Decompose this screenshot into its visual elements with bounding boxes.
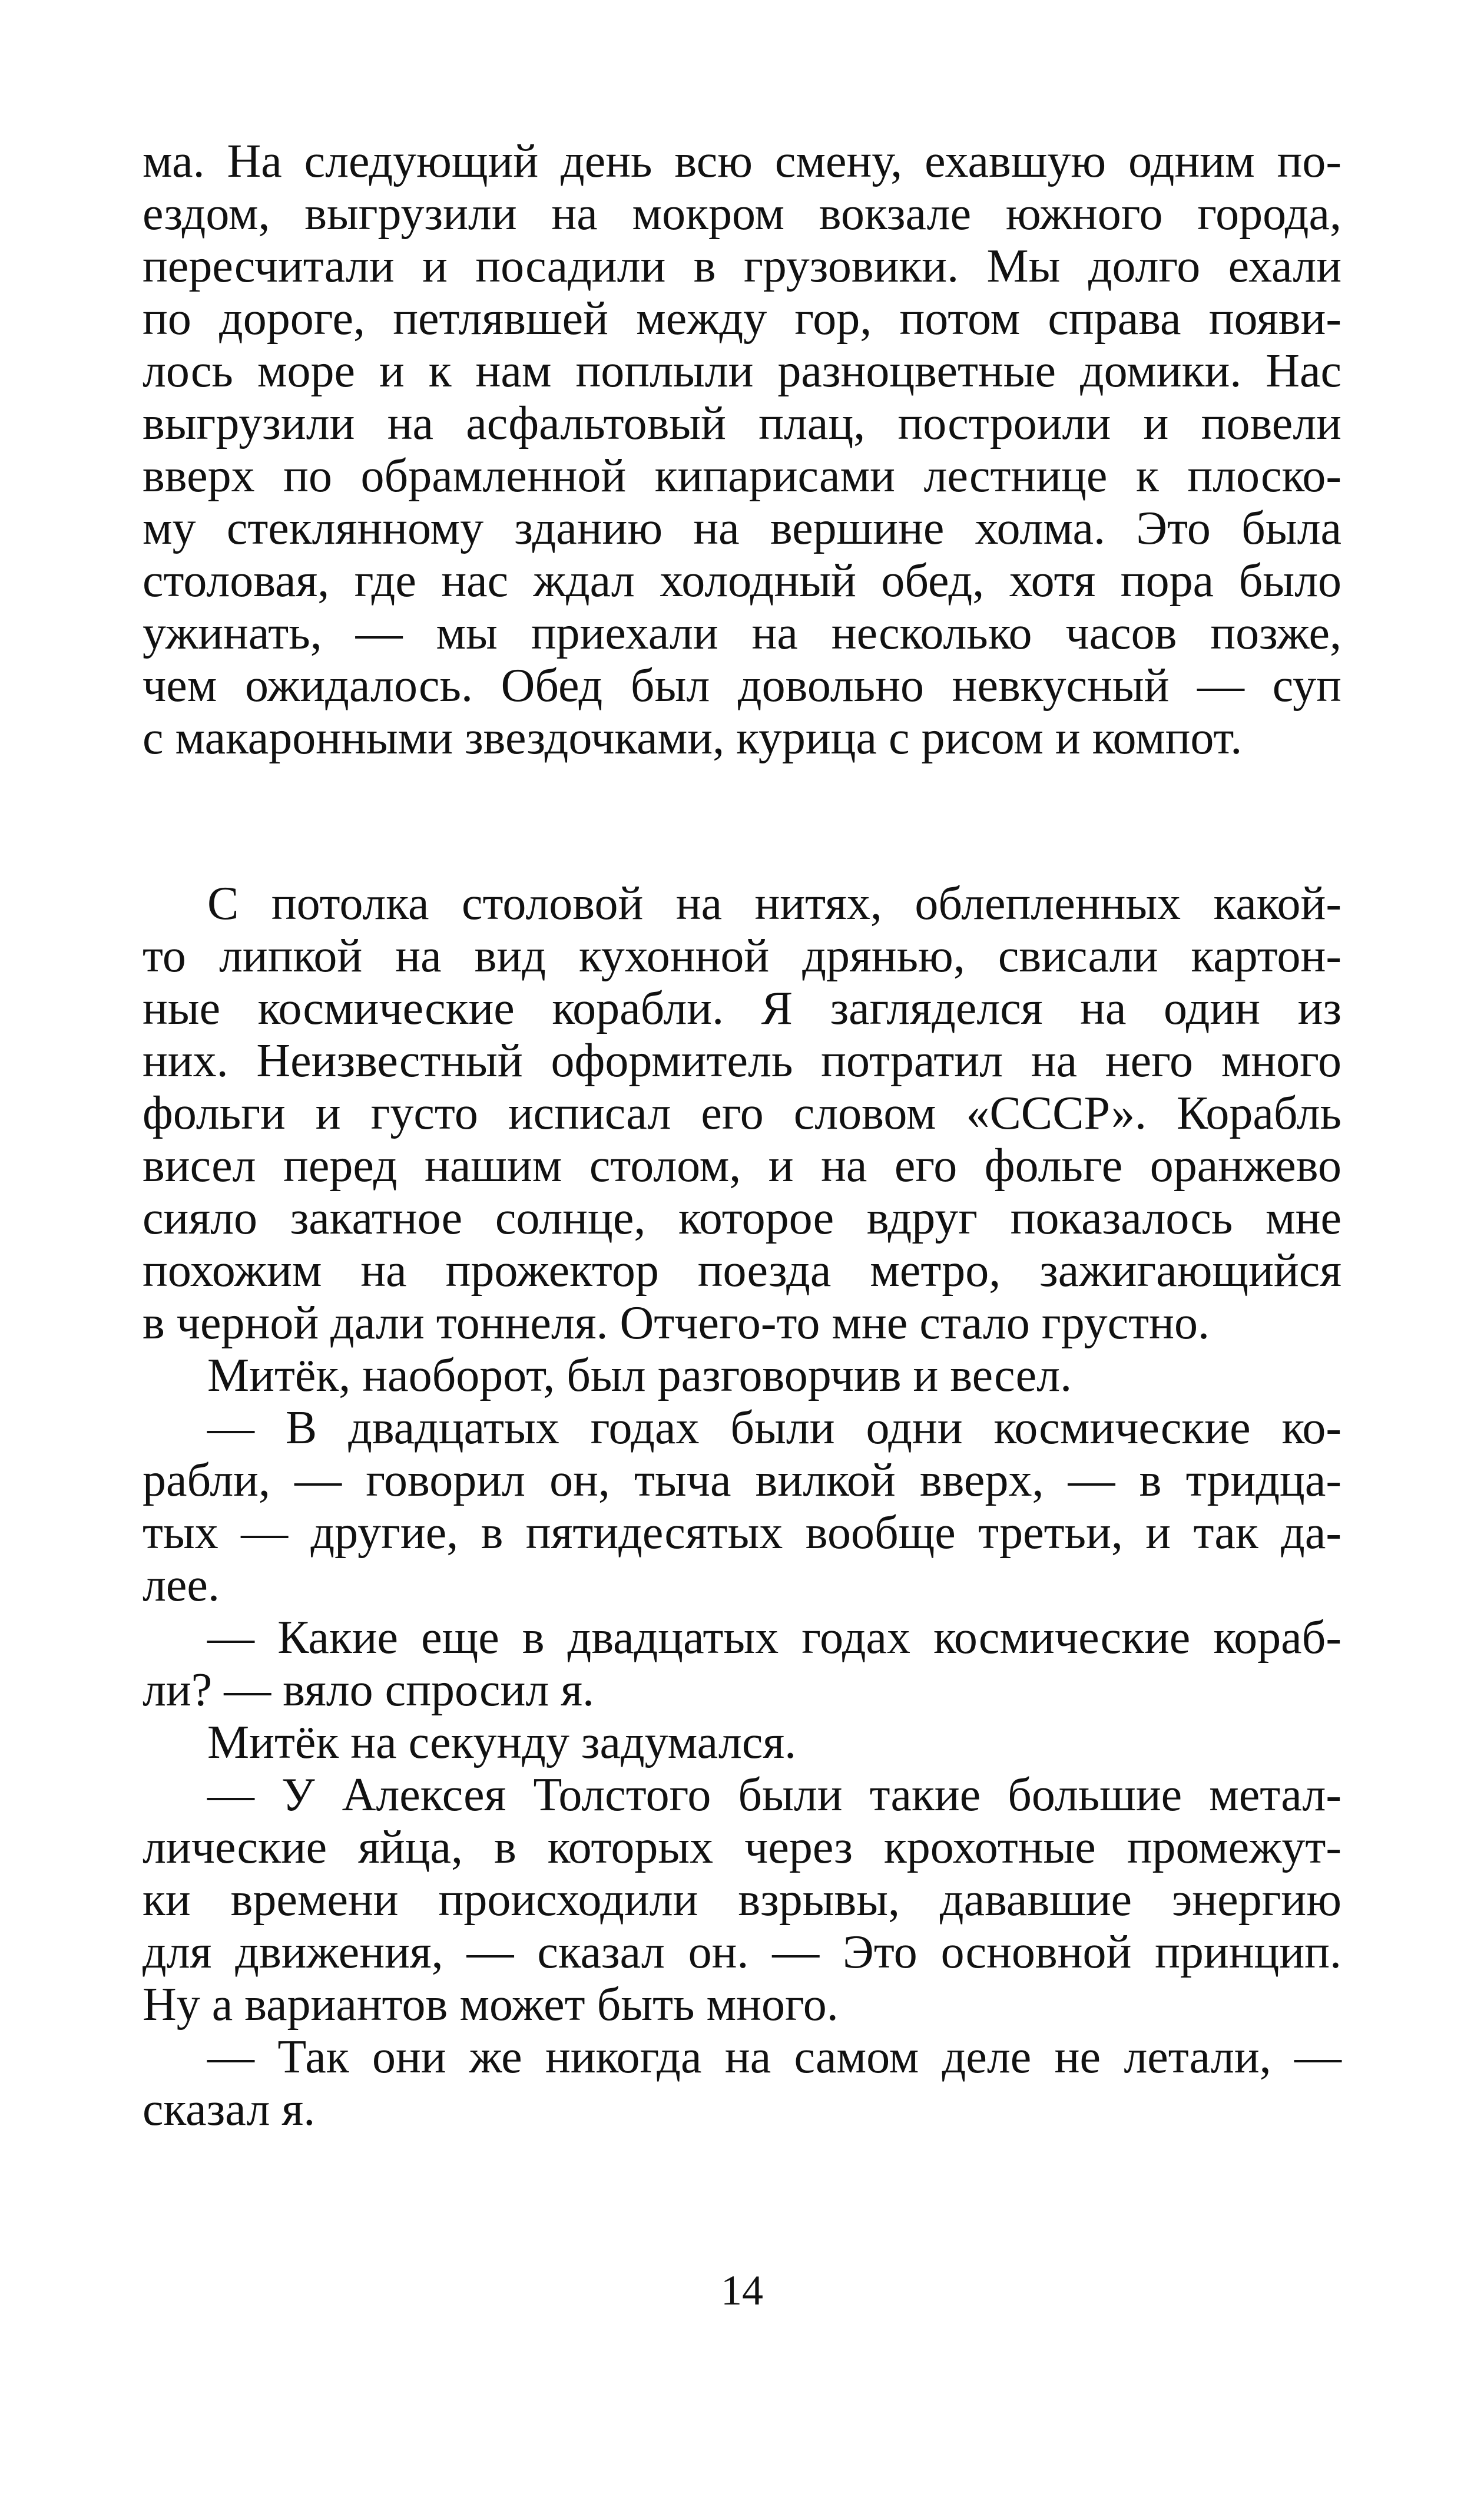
text-line: — У Алексея Толстого были такие большие метал- xyxy=(207,1769,1341,1821)
text-line: Митёк на секунду задумался. xyxy=(207,1717,797,1768)
text-line: — В двадцатых годах были одни космические ко- xyxy=(207,1402,1341,1454)
text-line: то липкой на вид кухонной дрянью, свисали картон- xyxy=(143,930,1341,982)
text-line: пересчитали и посадили в грузовики. Мы долго ехали xyxy=(143,240,1341,292)
text-line: — Так они же никогда на самом деле не летали, — xyxy=(207,2031,1341,2083)
section-continuation xyxy=(143,878,1341,2136)
text-line: сияло закатное солнце, которое вдруг показалось мне xyxy=(143,1192,1341,1244)
text-line: висел перед нашим столом, и на его фольге оранжево xyxy=(143,1140,1341,1192)
text-line: выгрузили на асфальтовый плац, построили и повели xyxy=(143,398,1341,449)
text-line: похожим на прожектор поезда метро, зажигающийся xyxy=(143,1245,1341,1297)
text-line: Ну а вариантов может быть много. xyxy=(143,1979,839,2031)
text-line: лось море и к нам поплыли разноцветные домики. Нас xyxy=(143,345,1341,397)
text-line: в черной дали тоннеля. Отчего-то мне стало грустно. xyxy=(143,1297,1210,1349)
text-line: рабли, — говорил он, тыча вилкой вверх, — в тридца- xyxy=(143,1454,1341,1506)
text-line: для движения, — сказал он. — Это основной принцип. xyxy=(143,1926,1341,1978)
text-line: тых — другие, в пятидесятых вообще третьи, и так да- xyxy=(143,1507,1341,1559)
text-line: ужинать, — мы приехали на несколько часов позже, xyxy=(143,607,1341,659)
paragraph-5 xyxy=(143,1612,1341,1717)
text-line: по дороге, петлявшей между гор, потом справа появи- xyxy=(143,293,1341,345)
text-line: му стеклянному зданию на вершине холма. Это была xyxy=(143,502,1341,554)
text-line: сказал я. xyxy=(143,2084,316,2135)
text-line: ездом, выгрузили на мокром вокзале южного города, xyxy=(143,188,1341,240)
paragraph-7 xyxy=(143,1769,1341,2031)
text-line: лические яйца, в которых через крохотные промежут- xyxy=(143,1821,1341,1873)
text-line: столовая, где нас ждал холодный обед, хотя пора было xyxy=(143,555,1341,607)
text-line: Митёк, наоборот, был разговорчив и весел. xyxy=(207,1350,1072,1401)
text-line: С потолка столовой на нитях, облепленных какой- xyxy=(207,878,1341,930)
paragraph-6 xyxy=(143,1717,1341,1769)
page-number: 14 xyxy=(721,2267,763,2314)
text-line: ма. На следующий день всю смену, ехавшую одним по- xyxy=(143,135,1341,187)
text-line: них. Неизвестный оформитель потратил на него много xyxy=(143,1035,1341,1087)
text-line: вверх по обрамленной кипарисами лестнице к плоско- xyxy=(143,450,1341,502)
text-line: с макаронными звездочками, курица с рисом и компот. xyxy=(143,712,1243,764)
paragraph-3 xyxy=(143,1350,1341,1402)
paragraph-4 xyxy=(143,1402,1341,1612)
text-line: ли? — вяло спросил я. xyxy=(143,1664,595,1716)
text-line: лее. xyxy=(143,1559,220,1611)
text-line: чем ожидалось. Обед был довольно невкусный — суп xyxy=(143,660,1341,712)
text-line: ки времени происходили взрывы, дававшие энергию xyxy=(143,1874,1341,1926)
text-line: ные космические корабли. Я загляделся на один из xyxy=(143,983,1341,1034)
paragraph-2 xyxy=(143,878,1341,1350)
paragraph-8 xyxy=(143,2031,1341,2136)
text-line: фольги и густо исписал его словом «СССР». Корабль xyxy=(143,1087,1341,1139)
text-line: — Какие еще в двадцатых годах космические кораб- xyxy=(207,1612,1341,1664)
paragraph-1 xyxy=(143,135,1341,765)
